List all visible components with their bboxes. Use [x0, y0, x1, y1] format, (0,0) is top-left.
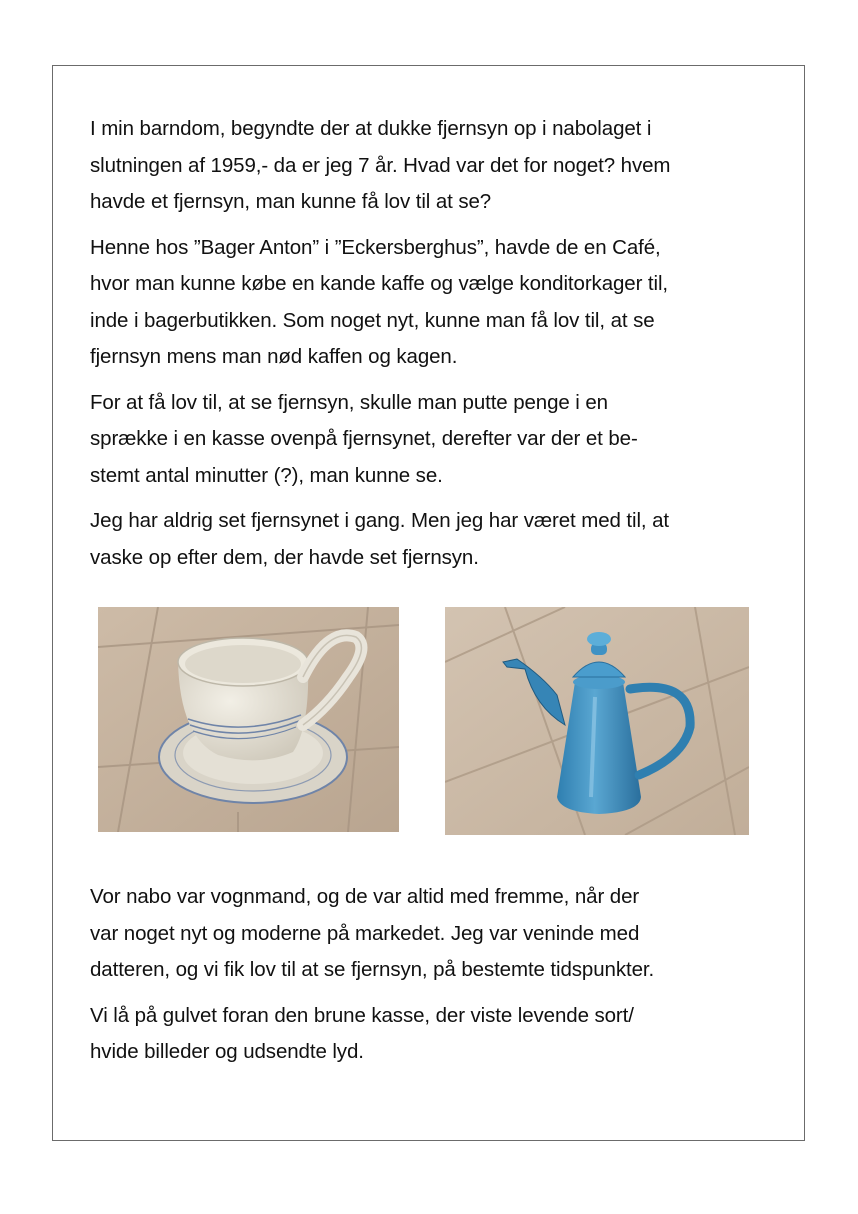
paragraph-1: I min barndom, begyndte der at dukke fjernsyn op i nabolaget i slutningen af 1959,- da er jeg 7 år. Hvad var det for noget? hvem havde et fjernsyn, man kunne få lov til at se?	[90, 117, 671, 213]
cup-and-saucer-image	[98, 607, 399, 832]
paragraph-5: Vor nabo var vognmand, og de var altid med fremme, når der var noget nyt og moderne på markedet. Jeg var veninde med datteren, og vi fik lov til at se fjernsyn, på bestemte tidspunkter.	[90, 885, 655, 981]
bottom-text	[90, 879, 770, 1080]
paragraph-6: Vi lå på gulvet foran den brune kasse, der viste levende sort/ hvide billeder og udsendte lyd.	[90, 1003, 634, 1063]
paragraph-3: For at få lov til, at se fjernsyn, skulle man putte penge i en sprække i en kasse ovenpå fjernsynet, derefter var der et be- stemt antal minutter (?), man kunne se.	[90, 390, 638, 487]
coffee-pot-image	[445, 607, 749, 835]
top-text	[90, 111, 770, 585]
cup-and-saucer-photo	[98, 607, 399, 832]
paragraph-4: Jeg har aldrig set fjernsynet i gang. Men jeg har været med til, at vaske op efter dem, der havde set fjernsyn.	[90, 509, 669, 569]
coffee-pot-photo	[445, 607, 749, 835]
paragraph-2: Henne hos ”Bager Anton” i ”Eckersberghus”, havde de en Café, hvor man kunne købe en kande kaffe og vælge konditorkager til, inde i bagerbutikken. Som noget nyt, kunne man få lov til, at se fjernsyn mens man nød kaffen og kagen.	[90, 235, 669, 368]
